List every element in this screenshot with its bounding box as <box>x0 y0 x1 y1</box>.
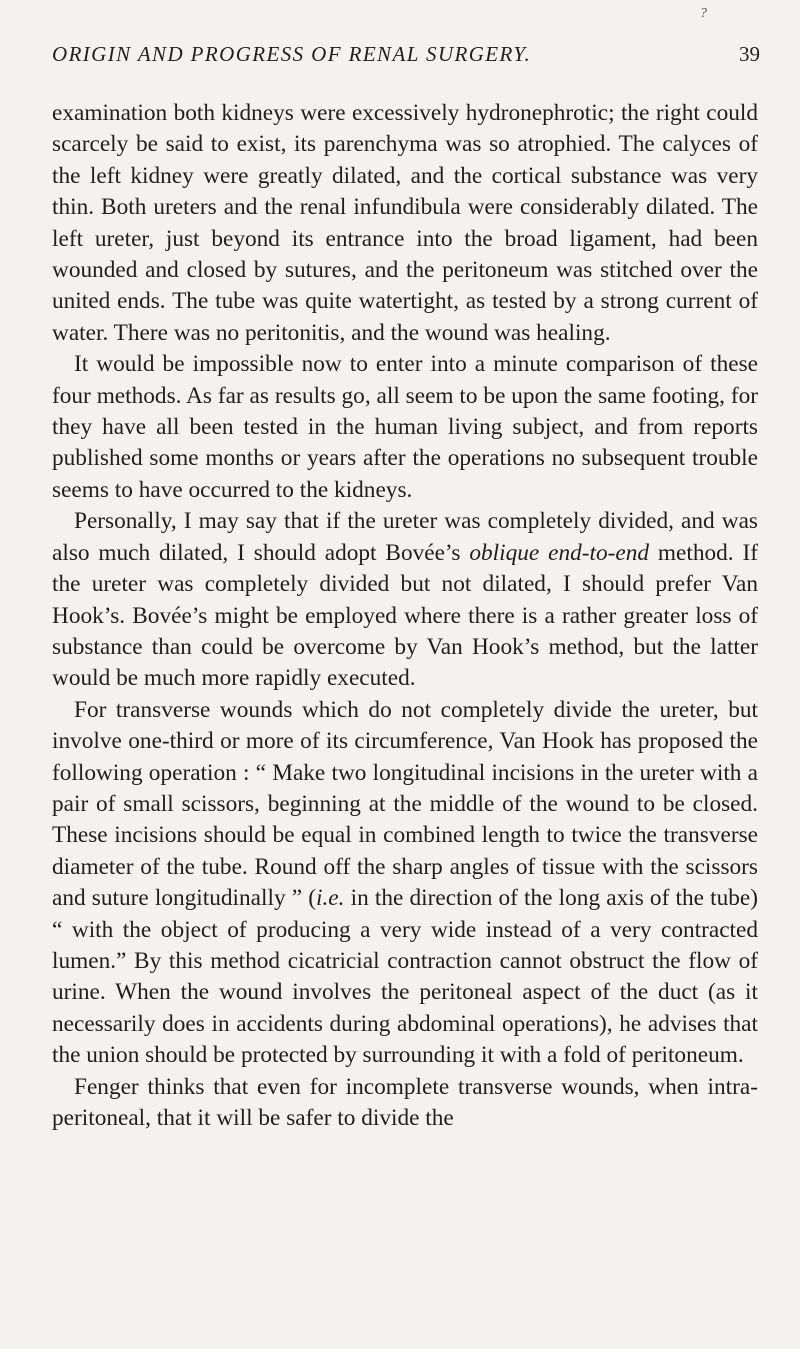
paragraph-text: Personally, I may say that if the ureter was completely divided, and was also much dilated, I should adopt Bovée’s <box>52 508 758 566</box>
running-head <box>52 16 760 66</box>
paragraph-comparison: It would be impossible now to enter into a minute comparison of these four methods. As far as results go, all seem to be upon the same footing, for they have all been tested in the human living subject, and from reports published some months or years after the operations no subsequent trouble seems to have occurred to the kidneys. <box>52 351 758 503</box>
italic-abbreviation: i.e. <box>316 885 345 912</box>
margin-mark: ? <box>700 6 707 21</box>
paragraph-text: in the direction of the long axis of the tube) “ with the object of producing a very wide instead of a very contracted lumen.” By this method cicatricial contraction cannot obstruct the flow of urine. When the wound involves the peritoneal aspect of the duct (as it necessarily does in accidents during abdominal operations), he advises that the union should be protected by surrounding it with a fold of peritoneum. <box>52 885 758 1069</box>
page-number: 39 <box>739 42 760 66</box>
paragraph-examination: examination both kidneys were excessively hydronephrotic; the right could scarcely be said to exist, its parenchyma was so atrophied. The calyces of the left kidney were greatly dilated, and the cortical substance was very thin. Both ureters and the renal infundibula were considerably dilated. The left ureter, just beyond its entrance into the broad ligament, had been wounded and closed by sutures, and the peritoneum was stitched over the united ends. The tube was quite watertight, as tested by a strong current of water. There was no peritonitis, and the wound was healing. <box>52 100 758 346</box>
body-text <box>52 98 758 1134</box>
running-title: ORIGIN AND PROGRESS OF RENAL SURGERY. <box>52 42 532 66</box>
italic-method-name: oblique end-to-end <box>469 539 650 566</box>
book-page <box>52 16 758 1134</box>
paragraph-text: method. If the ureter was completely divided but not dilated, I should prefer Van Hook’s. Bovée’s might be employed where there is a rather greater loss of substance than could be overcome by Van Hook’s method, but the latter would be much more rapidly executed. <box>52 539 758 692</box>
paragraph-fenger: Fenger thinks that even for incomplete transverse wounds, when intra-peritoneal, that it will be safer to divide the <box>52 1073 758 1131</box>
paragraph-transverse-wounds <box>52 695 758 1072</box>
paragraph-personal-opinion <box>52 506 758 694</box>
paragraph-text: For transverse wounds which do not completely divide the ureter, but involve one-third or more of its circumference, Van Hook has proposed the following operation : “ Make two longitudinal incisions in the ureter with a pair of small scissors, beginning at the middle of the wound to be closed. These incisions should be equal in combined length to twice the transverse diameter of the tube. Round off the sharp angles of tissue with the scissors and suture longitudinally ” ( <box>52 696 758 912</box>
